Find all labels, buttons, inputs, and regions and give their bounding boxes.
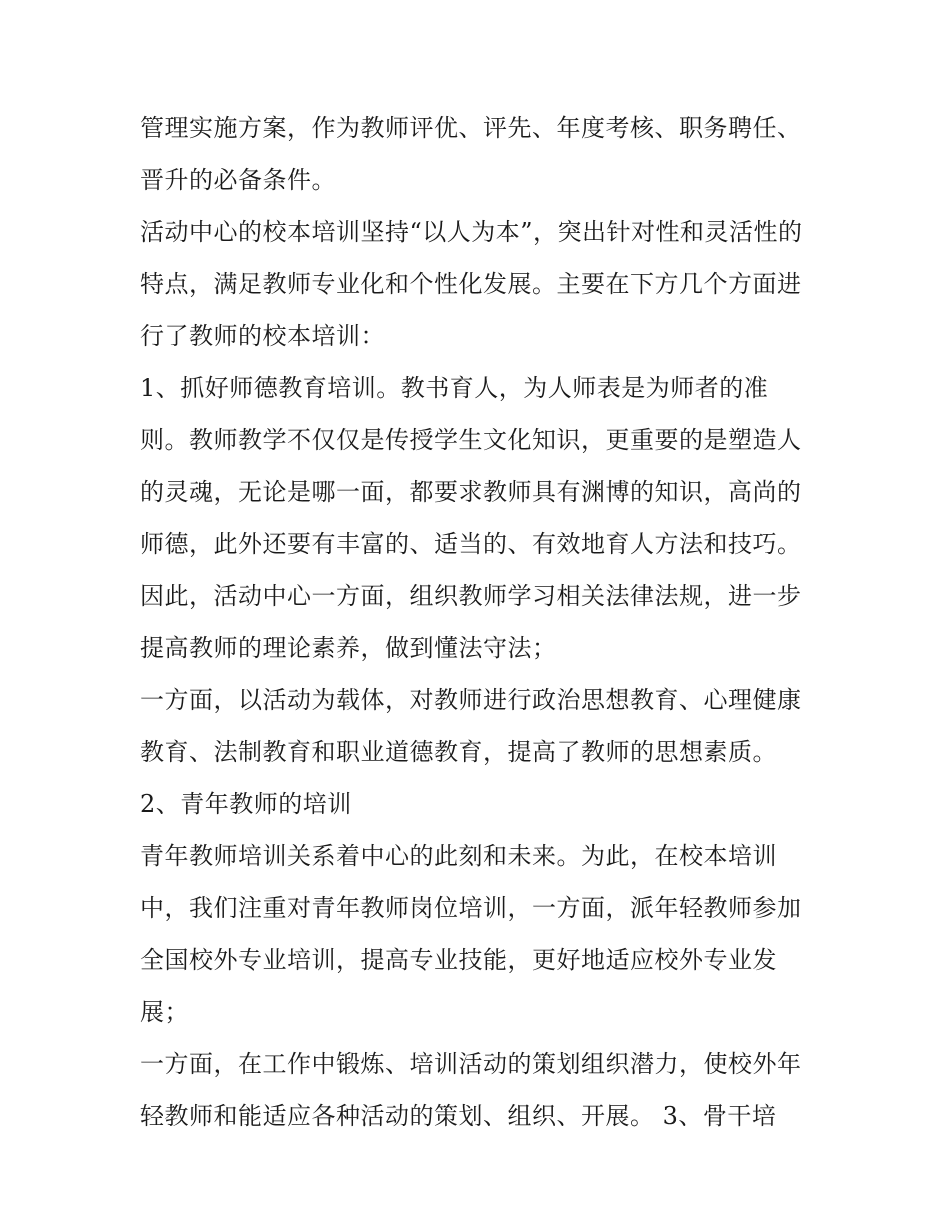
text-line: 全国校外专业培训，提高专业技能，更好地适应校外专业发 [140, 946, 777, 974]
text-line: 提高教师的理论素养，做到懂法守法； [140, 634, 557, 662]
text-line: 青年教师培训关系着中心的此刻和未来。为此，在校本培训 [140, 842, 777, 870]
text-line: 晋升的必备条件。 [140, 166, 336, 194]
text-line: 则。教师教学不仅仅是传授学生文化知识，更重要的是塑造人 [140, 426, 802, 454]
text-line: 一方面，在工作中锻炼、培训活动的策划组织潜力，使校外年 [140, 1050, 802, 1078]
text-line: 特点，满足教师专业化和个性化发展。主要在下方几个方面进 [140, 270, 802, 298]
text-line: 因此，活动中心一方面，组织教师学习相关法律法规，进一步 [140, 582, 802, 610]
text-line: 的灵魂，无论是哪一面，都要求教师具有渊博的知识，高尚的 [140, 478, 802, 506]
text-line: 1、抓好师德教育培训。教书育人，为人师表是为师者的准 [140, 374, 769, 402]
text-line: 2、青年教师的培训 [140, 790, 352, 818]
text-line: 轻教师和能适应各种活动的策划、组织、开展。 3、骨干培 [140, 1102, 777, 1130]
text-line: 展； [140, 998, 189, 1026]
text-line: 师德，此外还要有丰富的、适当的、有效地育人方法和技巧。 [140, 530, 802, 558]
text-line: 活动中心的校本培训坚持“以人为本”，突出针对性和灵活性的 [140, 218, 803, 246]
text-line: 中，我们注重对青年教师岗位培训，一方面，派年轻教师参加 [140, 894, 802, 922]
text-line: 一方面，以活动为载体，对教师进行政治思想教育、心理健康 [140, 686, 802, 714]
text-line: 管理实施方案，作为教师评优、评先、年度考核、职务聘任、 [140, 114, 802, 142]
text-line: 教育、法制教育和职业道德教育，提高了教师的思想素质。 [140, 738, 777, 766]
text-line: 行了教师的校本培训： [140, 322, 385, 350]
